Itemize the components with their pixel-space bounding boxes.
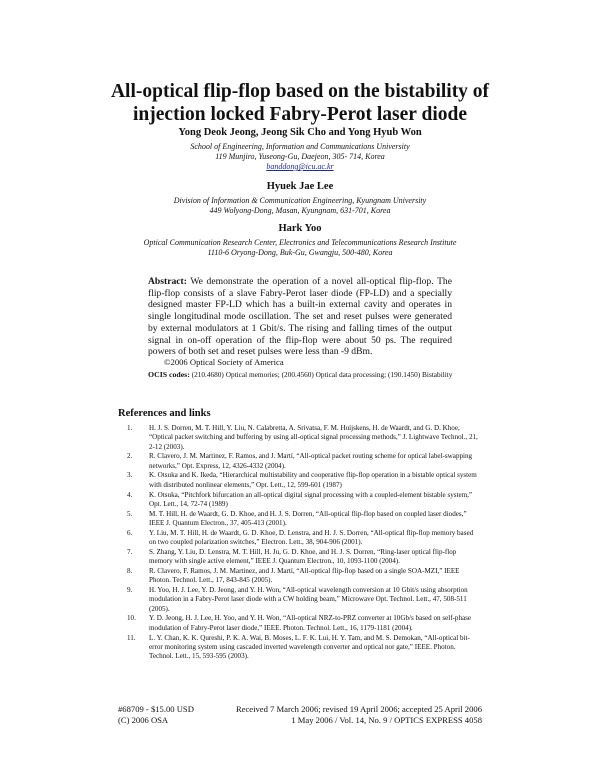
reference-number: 2. [127,452,133,461]
reference-item [118,491,478,510]
affiliation-3-line-1: Optical Communication Research Center, Electronics and Telecommunications Research Institute [143,238,457,247]
reference-item [118,452,478,471]
footer-price: #68709 - $15.00 USD [118,704,194,714]
reference-text: L. Y. Chan, K. K. Qureshi, P. K. A. Wai, B. Moses, L. F. K. Lui, H. Y. Tam, and M. S. Demokan, “All-optical bit-error monitoring system using cascaded inverted wavelength converter and optical nor gate,” IEEE. Photon. Technol. Lett., 15, 593-595 (2003). [149,633,470,661]
reference-number: 4. [127,490,133,499]
title-line-1: All-optical flip-flop based on the bistability of [110,81,490,102]
reference-item [118,548,478,567]
reference-text: H. J. S. Dorren, M. T. Hill, Y. Liu, N. Calabretta, A. Srivatsa, F. M. Huijskens, H. de Waardt, and G. D. Khoe, “Optical packet switching and buffering by using all-optical signal processing methods,” J. Lightwave Technol., 21, 2-12 (2003). [149,424,478,451]
footer-left [118,704,194,726]
reference-number: 3. [127,471,133,480]
affiliation-1 [0,142,600,172]
paper-title [0,80,600,126]
reference-text: H. Yoo, H. J. Lee, Y. D. Jeong, and Y. H. Won, “All-optical wavelength conversion at 10 Gbit/s using absorption modulation in a Fabry-Perot laser diode with a CW holding beam,” Microwave Opt. Technol. Lett., 47, 508-511 (2005). [149,586,468,613]
reference-item [118,529,478,548]
reference-text: K. Otsuka and K. Ikeda, “Hierarchical multistability and cooperative flip-flop operation in a bistable optical system with distributed nonlinear elements,” Opt. Lett., 12, 599-601 (1987) [149,471,477,489]
copyright-notice: ©2006 Optical Society of America [164,357,284,367]
author-names-2: Hyuek Jae Lee [266,181,334,192]
reference-list [118,424,478,662]
affiliation-3-line-2: 1110-6 Oryong-Dong, Buk-Gu, Gwangju, 500-480, Korea [207,248,393,257]
title-line-2: injection locked Fabry-Perot laser diode [133,104,467,125]
references-heading: References and links [118,408,211,419]
affiliation-1-line-1: School of Engineering, Information and Communications University [190,142,410,151]
reference-item [118,471,478,490]
author-names-1: Yong Deok Jeong, Jeong Sik Cho and Yong Hyub Won [178,127,422,138]
abstract [148,276,452,358]
author-email-link[interactable]: banddong@icu.ac.kr [266,162,334,171]
reference-item [118,586,478,614]
reference-item [118,634,478,662]
reference-number: 6. [127,528,133,537]
reference-item [118,567,478,586]
footer-journal-info: 1 May 2006 / Vol. 14, No. 9 / OPTICS EXPRESS 4058 [291,715,482,725]
reference-number: 1. [127,424,133,432]
ocis-codes [148,370,453,380]
reference-item [118,510,478,529]
reference-item [118,614,478,633]
affiliation-2 [0,196,600,216]
ocis-text: (210.4680) Optical memories; (200.4560) Optical data processing; (190.1450) Bistability [191,370,453,379]
ocis-label: OCIS codes: [148,370,190,379]
reference-number: 11. [127,633,136,642]
reference-number: 7. [127,547,133,556]
author-names-3: Hark Yoo [278,223,322,234]
reference-text: M. T. Hill, H. de Waardt, G. D. Khoe, and H. J. S. Dorren, “All-optical flip-flop based on coupled laser diodes,” IEEE J. Quantum Electron., 37, 405-413 (2001). [149,509,467,527]
reference-number: 8. [127,566,133,575]
reference-text: Y. Liu, M. T. Hill, H. de Waardt, G. D. Khoe, D. Lenstra, and H. J. S. Dorren, “All-optical flip-flop memory based on two coupled polarization switches,” Electron. Lett., 38, 904-906 (2001). [149,528,474,547]
abstract-text: We demonstrate the operation of a novel all-optical flip-flop. The flip-flop consists of a slave Fabry-Perot laser diode (FP-LD) and a specially designed master FP-LD which has a built-in external cavity and operates in single longitudinal mode oscillation. The set and reset pulses were generated by external modulators at 1 Gbit/s. The rising and falling times of the output signal in on-off operation of the flip-flop were about 50 ps. The required powers of both set and reset pulses were less than -9 dBm. [148,276,452,358]
reference-number: 9. [127,586,133,595]
affiliation-2-line-2: 449 Wolyong-Dong, Masan, Kyungnam, 631-701, Korea [209,206,391,215]
reference-number: 5. [127,509,133,518]
footer-copyright: (C) 2006 OSA [118,715,169,725]
reference-text: K. Otsuka, “Pitchfork bifurcation an all-optical digital signal processing with a coupled-element bistable system,” Opt. Lett., 14, 72-74 (1989) [149,490,473,508]
reference-text: Y. D. Jeong, H. J. Lee, H. Yoo, and Y. H. Won, “All-optical NRZ-to-PRZ converter at 10Gb/s based on self-phase modulation of Fabry-Perot laser diode,” IEEE. Photon. Technol. Lett., 16, 1179-1181 (2004). [149,614,472,632]
affiliation-3 [0,238,600,258]
reference-text: S. Zhang, Y. Liu, D. Lenstra, M. T. Hill, H. Ju, G. D. Khoe, and H. J. S. Dorren, “Ring-laser optical flip-flop memory with single active element,” IEEE J. Quantum Electron., 10, 1093-1100 (2004). [149,547,457,566]
affiliation-1-line-2: 119 Munjiro, Yuseong-Gu, Daejeon, 305- 714, Korea [215,152,385,161]
affiliation-2-line-1: Division of Information & Communication Engineering, Kyungnam University [173,196,427,205]
reference-text: R. Clavero, J. M. Martinez, F. Ramos, and J. Martí, “All-optical packet routing scheme for optical label-swapping networks,” Opt. Express, 12, 4326-4332 (2004). [149,452,473,470]
footer-dates: Received 7 March 2006; revised 19 April 2006; accepted 25 April 2006 [235,704,482,714]
reference-text: R. Clavero, F. Ramos, J. M. Martinez, and J. Martí, “All-optical flip-flop based on a single SOA-MZI,” IEEE Photon. Technol. Lett., 17, 843-845 (2005). [149,566,460,585]
reference-item [118,424,478,452]
abstract-label: Abstract: [148,276,187,287]
reference-number: 10. [127,614,136,623]
footer-right [236,704,482,726]
